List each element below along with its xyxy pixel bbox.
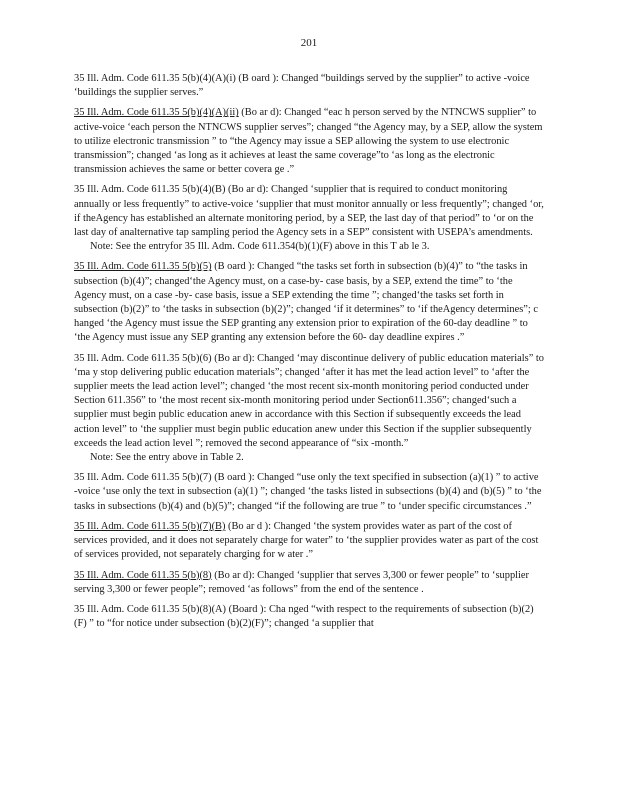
entry-citation: 35 Ill. Adm. Code 611.35 5(b)(8)	[74, 569, 212, 581]
entry-text: (Bo ar d): Changed “eac h person served by the NTNCWS supplier” to active-voice ‘each person the NTNCWS supplier serves”; changed “the Agency may, by a SEP, allow the system to utilize electronic transmission ” to “the Agency may issue a SEP allowing the system to use electronic transmission”; changed ‘as long as it achieves at least the same coverage”to ‘as long as the electronic transmission achieves the same or better covera ge .”	[74, 107, 543, 176]
amendment-entry	[74, 260, 544, 345]
amendment-list	[74, 72, 544, 637]
entry-citation: 35 Ill. Adm. Code 611.35 5(b)(5)	[74, 261, 212, 273]
page-number: 201	[300, 37, 318, 49]
amendment-entry	[74, 72, 544, 100]
amendment-entry	[74, 569, 544, 597]
entry-text: (Bo ar d): Changed ‘may discontinue delivery of public education materials” to ‘ma y stop delivering public education materials”; changed ‘after it has met the lead action level” to ‘after the supplier meets the lead action level”; changed ‘the most recent six-month monitoring period conducted under Section 611.356” to ‘the most recent six-month monitoring period under Section611.356”; changed‘such a supplier must begin public education anew in accordance with this Section if subsequently exceeds the lead action level” to ‘the supplier must begin public education anew under this Section if the supplier subsequently exceeds the lead action level ”; removed the second appearance of “six -month.”	[74, 352, 544, 449]
amendment-entry	[74, 106, 544, 177]
amendment-entry	[74, 183, 544, 254]
entry-text: (B oard ): Changed “buildings served by the supplier” to active -voice ‘buildings the supplier serves.”	[74, 73, 530, 99]
entry-text: (B oard ): Changed “the tasks set forth in subsection (b)(4)” to “the tasks in subsection (b)(4)”; changed‘the Agency must, on a case-by- case basis, by a SEP, extend the time” to ‘the Agency must, on a case -by- case basis, issue a SEP extending the time ”; changed‘the tasks set forth in subsection (b)(2)” to ‘the tasks in subsection (b)(2)”; changed ‘if it determines” to ‘if theAgency determines”; c hanged ‘the Agency must issue the SEP granting any extension prior to expiration of the 60-day deadline ” to ‘the Agency must issue any SEP granting any extension before the 60- day deadline expires .”	[74, 261, 538, 344]
entry-text: (Bo ar d): Changed ‘supplier that is required to conduct monitoring annually or less frequently” to active-voice ‘supplier that must monitor annually or less frequently”; changed ‘or, if theAgency has established an alternate monitoring period, by a SEP, the last day of that period” to ‘or on the last day of analternative tap sampling period the Agency sets in a SEP” consistent with USEPA’s amendments.	[74, 184, 544, 239]
entry-text: (Bo ar d): Changed ‘supplier that serves 3,300 or fewer people” to ‘supplier serving 3,300 or fewer people”; removed ‘as follows” from the end of the sentence .	[74, 569, 529, 595]
entry-citation: 35 Ill. Adm. Code 611.35 5(b)(6)	[74, 352, 212, 364]
entry-citation: 35 Ill. Adm. Code 611.35 5(b)(7)(B)	[74, 520, 226, 532]
entry-note: Note: See the entryfor 35 Ill. Adm. Code 611.354(b)(1)(F) above in this T ab le 3.	[90, 241, 430, 253]
amendment-entry	[74, 352, 544, 466]
entry-citation: 35 Ill. Adm. Code 611.35 5(b)(7)	[74, 472, 212, 484]
entry-text: (Bo ar d ): Changed ‘the system provides water as part of the cost of services provided, and it does not separately charge for water” to ‘the supplier provides water as part of the cost of services provided, not separately charging for w ater .”	[74, 520, 539, 561]
entry-citation: 35 Ill. Adm. Code 611.35 5(b)(4)(B)	[74, 184, 226, 196]
entry-text: (B oard ): Changed “use only the text specified in subsection (a)(1) ” to active -voice ‘use only the text in subsection (a)(1) ”; changed ‘the tasks listed in subsections (b)(4) and (b)(5) ” to ‘the tasks in subsections (b)(4) and (b)(5)”; changed “if the following are true ” to ‘under specific circumstances .”	[74, 472, 542, 512]
entry-citation: 35 Ill. Adm. Code 611.35 5(b)(4)(A)(ii)	[74, 107, 239, 119]
entry-text: (Board ): Cha nged “with respect to the requirements of subsection (b)(2)(F) ” to “for notice under subsection (b)(2)(F)”; changed ‘a supplier that	[74, 603, 534, 630]
amendment-entry	[74, 520, 544, 563]
amendment-entry	[74, 471, 544, 514]
amendment-entry	[74, 603, 544, 631]
entry-note: Note: See the entry above in Table 2.	[90, 452, 244, 464]
entry-citation: 35 Ill. Adm. Code 611.35 5(b)(4)(A)(i)	[74, 73, 236, 84]
entry-citation: 35 Ill. Adm. Code 611.35 5(b)(8)(A)	[74, 603, 226, 615]
